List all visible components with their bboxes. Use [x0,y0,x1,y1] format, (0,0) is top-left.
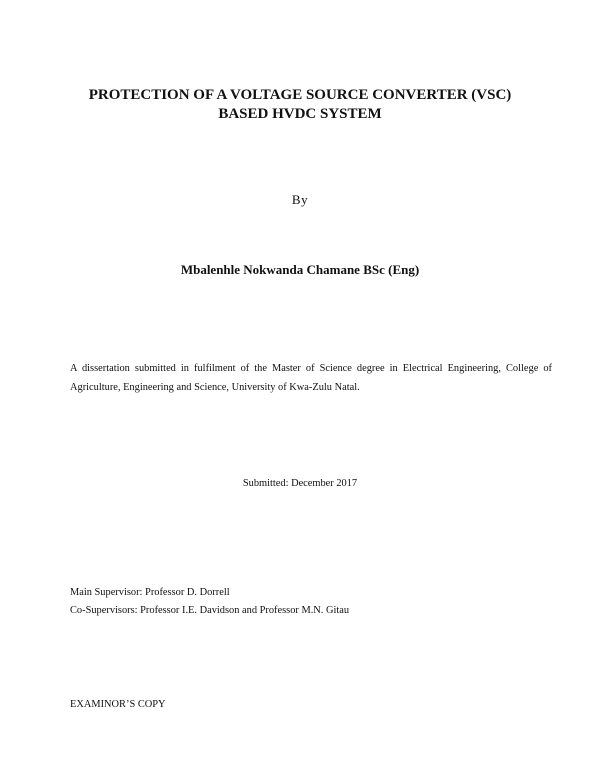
statement-line-1: A dissertation submitted in fulfilment of the Master of Science degree in Electrical Engineering, College of [70,363,552,374]
statement-line-2: Agriculture, Engineering and Science, University of Kwa-Zulu Natal. [70,382,360,393]
submission-date: Submitted: December 2017 [242,478,358,489]
copy-label: EXAMINOR’S COPY [70,699,166,710]
main-supervisor: Main Supervisor: Professor D. Dorrell [70,587,230,598]
co-supervisors: Co-Supervisors: Professor I.E. Davidson and Professor M.N. Gitau [70,605,350,616]
thesis-title-line-2: BASED HVDC SYSTEM [218,106,382,122]
thesis-title-line-1: PROTECTION OF A VOLTAGE SOURCE CONVERTER (VSC) [88,87,512,103]
supervisors-block [70,584,349,620]
author-name: Mbalenhle Nokwanda Chamane BSc (Eng) [180,262,420,277]
dissertation-statement [70,359,552,397]
by-label: By [291,192,309,207]
